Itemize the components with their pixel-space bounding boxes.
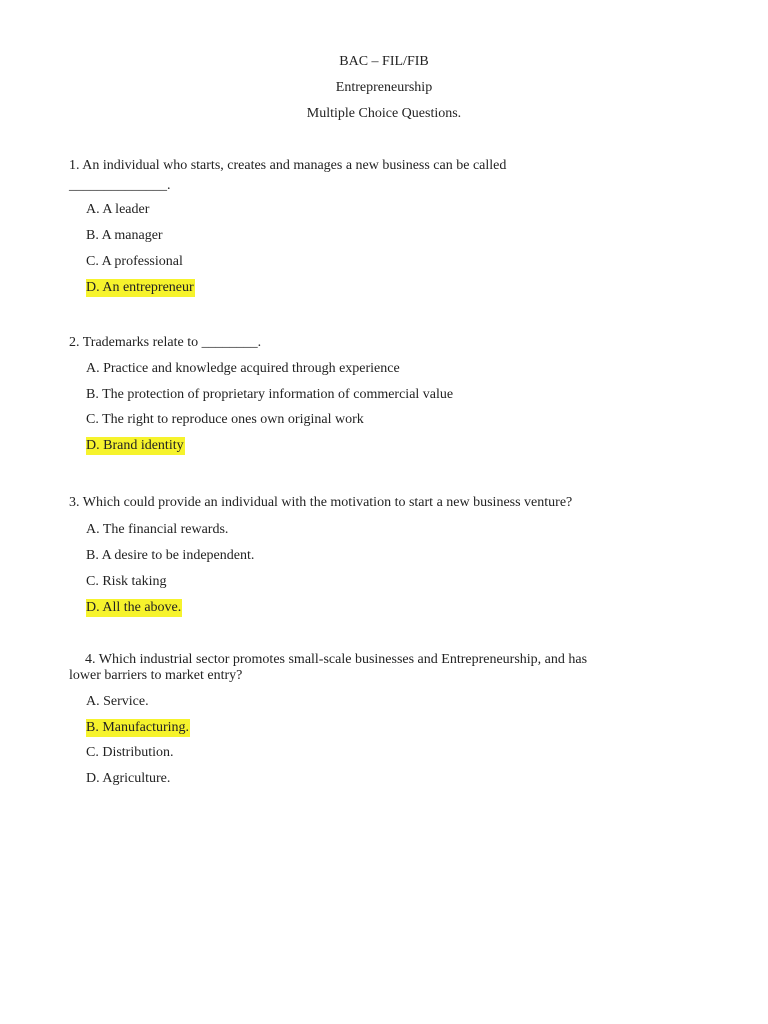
question-text: 2. Trademarks relate to ________. [69, 335, 262, 350]
section-title: Multiple Choice Questions. [306, 106, 462, 121]
question-text: 4. Which industrial sector promotes small-scale businesses and Entrepreneurship, and has [85, 652, 588, 667]
option-b-answer [86, 720, 190, 736]
option-c: C. Distribution. [86, 745, 174, 760]
option-b: B. A manager [86, 228, 163, 243]
option-c: C. Risk taking [86, 574, 167, 589]
option-a: A. Practice and knowledge acquired through experience [86, 361, 400, 376]
option-c: C. A professional [86, 254, 183, 269]
answer-highlight: B. Manufacturing. [86, 720, 190, 735]
option-c: C. The right to reproduce ones own original work [86, 412, 364, 427]
option-d-answer [86, 438, 185, 454]
question-blank: ______________. [69, 178, 171, 193]
option-d: D. Agriculture. [86, 771, 171, 786]
answer-highlight: D. Brand identity [86, 438, 184, 453]
question-text-continued: lower barriers to market entry? [69, 668, 243, 683]
question-text: 1. An individual who starts, creates and manages a new business can be called [69, 158, 507, 173]
option-b: B. A desire to be independent. [86, 548, 255, 563]
option-a: A. A leader [86, 202, 150, 217]
option-a: A. Service. [86, 694, 149, 709]
question-text: 3. Which could provide an individual with the motivation to start a new business venture? [69, 495, 573, 510]
answer-highlight: D. All the above. [86, 600, 182, 615]
option-d-answer [86, 600, 182, 616]
subject-title: Entrepreneurship [335, 80, 433, 95]
option-b: B. The protection of proprietary information of commercial value [86, 387, 454, 402]
answer-highlight: D. An entrepreneur [86, 280, 194, 295]
document-title: BAC – FIL/FIB [339, 54, 429, 69]
option-a: A. The financial rewards. [86, 522, 229, 537]
option-d-answer [86, 280, 195, 296]
